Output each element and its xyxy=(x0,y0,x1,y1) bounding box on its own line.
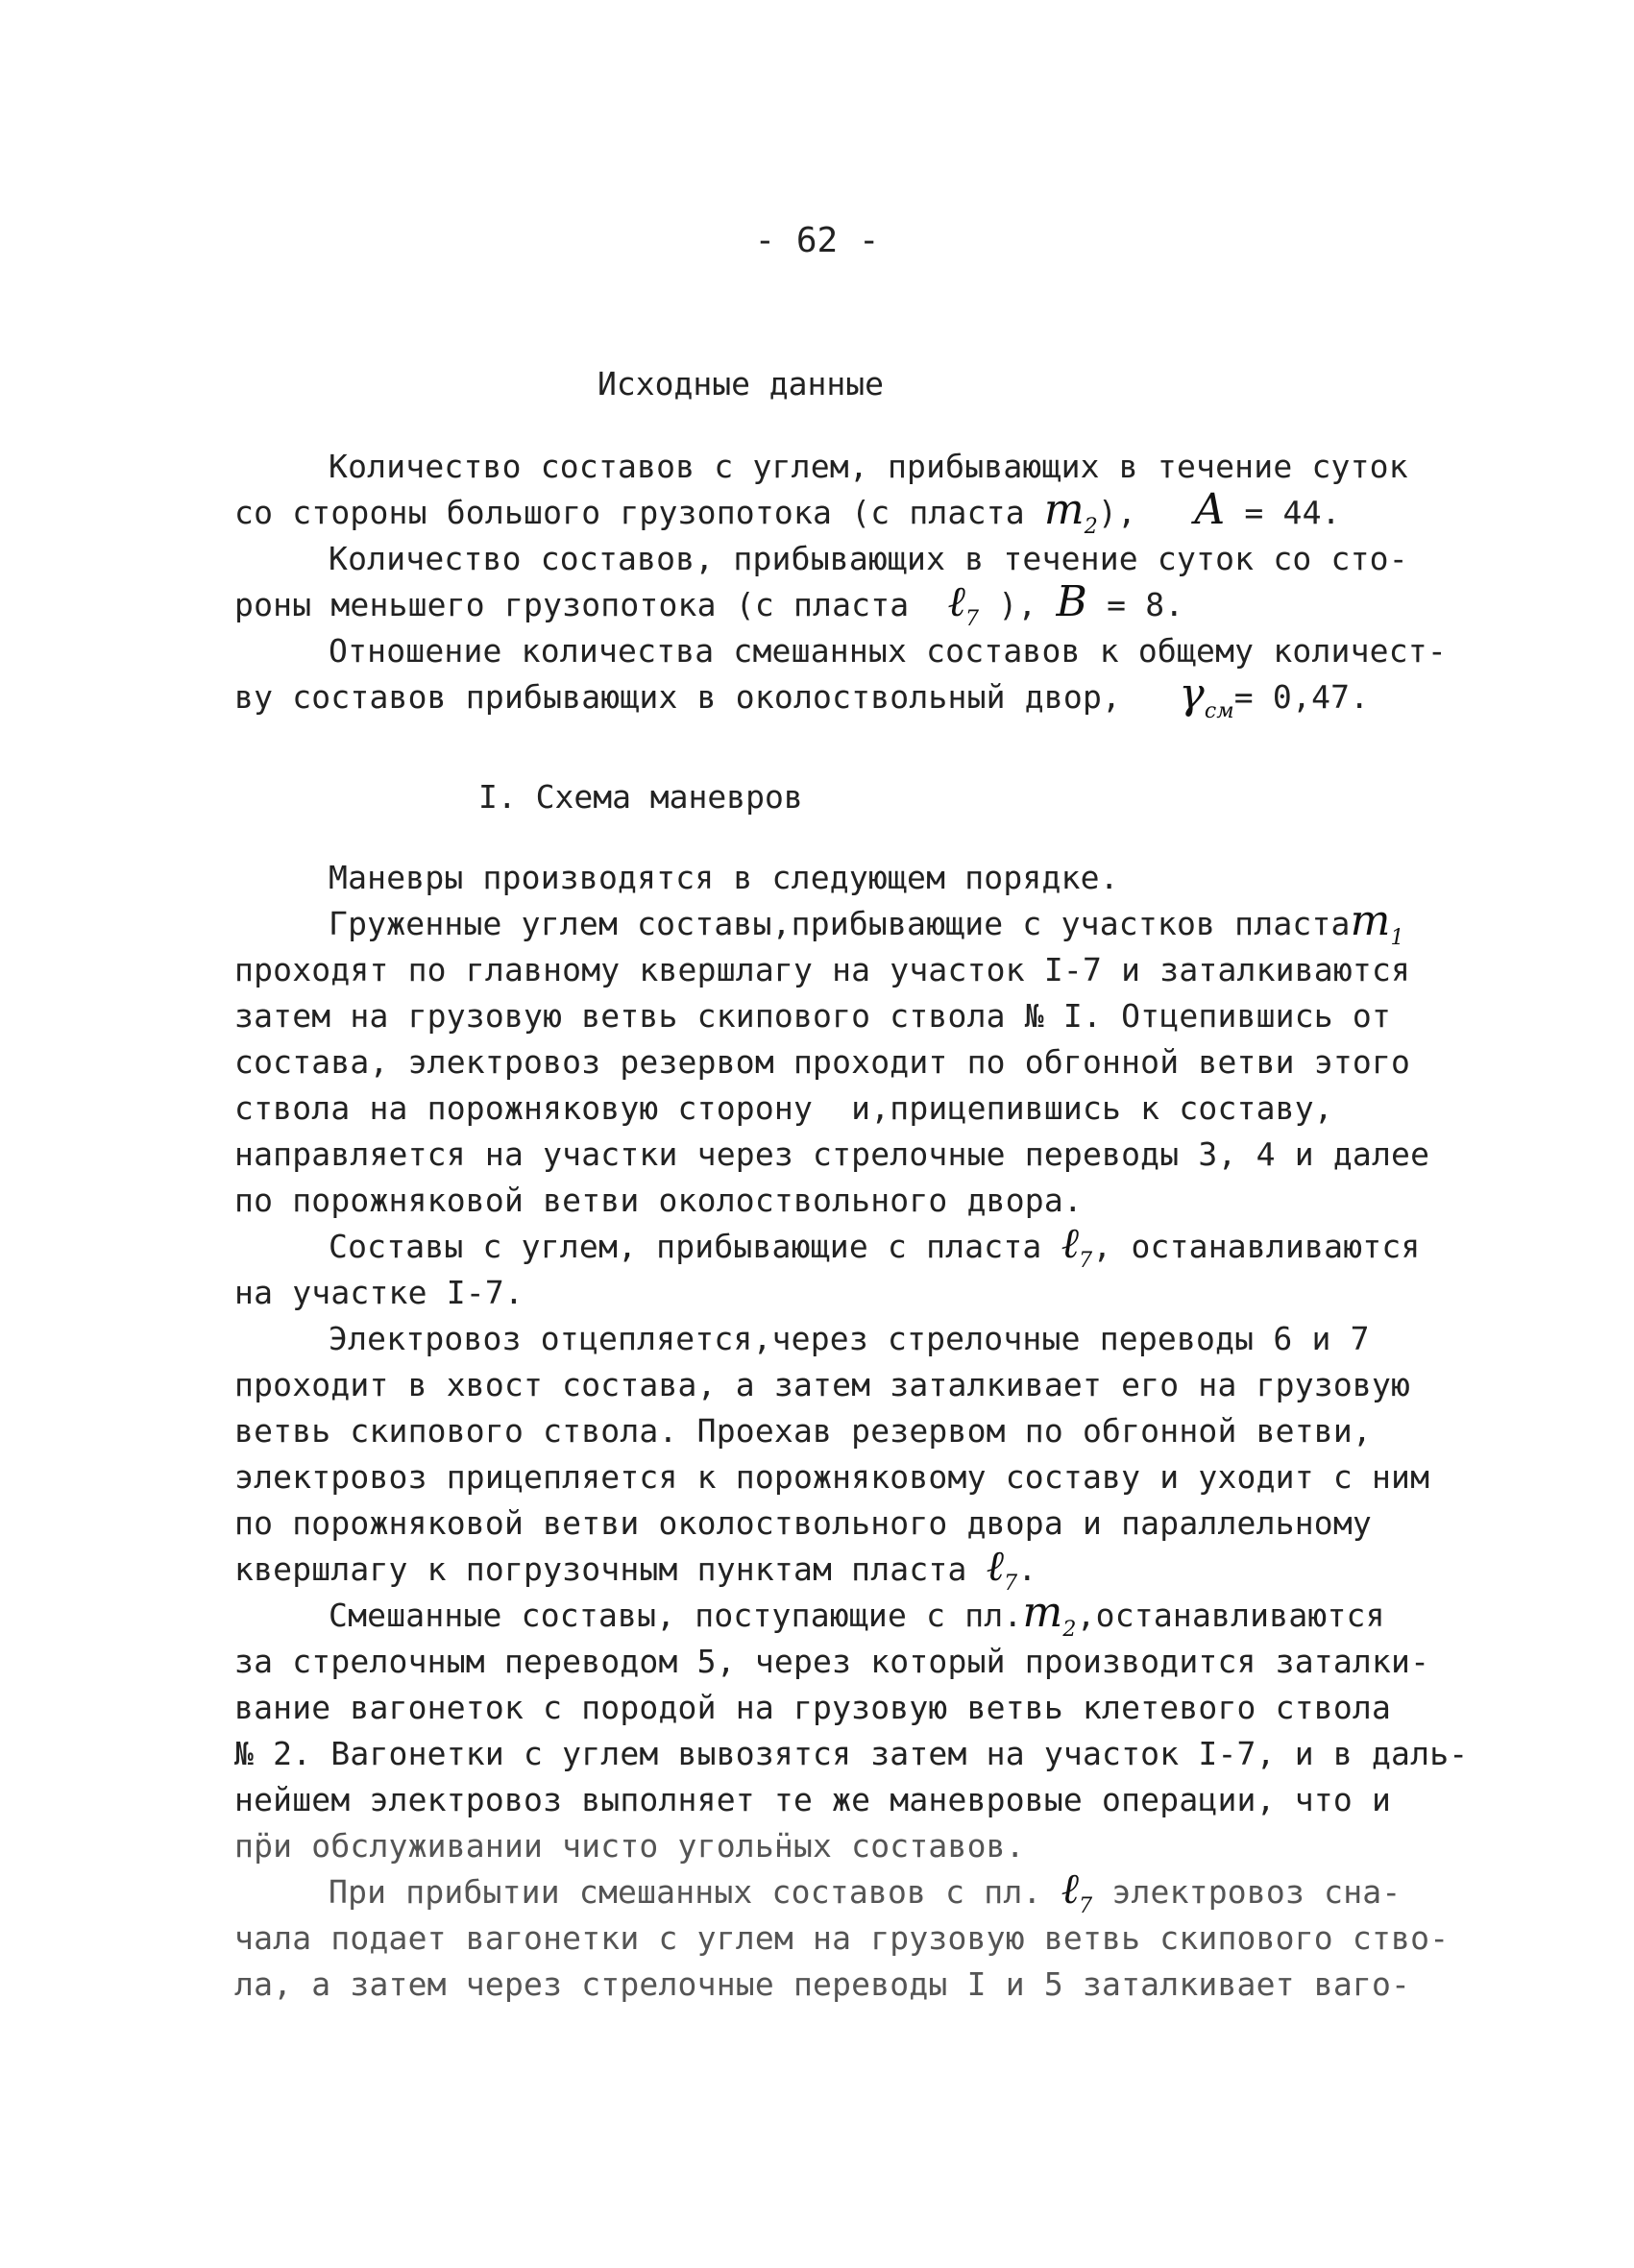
text-line: нейшем электровоз выполняет те же маневровые операции, что и xyxy=(234,1781,1392,1818)
heading-source-data: Исходные данные xyxy=(598,365,885,402)
symbol-subscript: 7 xyxy=(1079,1248,1093,1273)
text-line: состава, электровоз резервом проходит по обгонной ветви этого xyxy=(234,1043,1411,1081)
text-fragment: Смешанные составы, поступающие с пл. xyxy=(329,1597,1023,1634)
symbol: ℓ xyxy=(1061,1865,1080,1914)
text-fragment: Груженные углем составы,прибывающие с участков пласта xyxy=(329,905,1351,942)
text-line xyxy=(234,485,1464,539)
text-line: вание вагонеток с породой на грузовую ветвь клетевого ствола xyxy=(234,1689,1392,1726)
text-line: по порожняковой ветви околоствольного двора и параллельному xyxy=(234,1504,1372,1542)
text-line: направляется на участки через стрелочные переводы 3, 4 и далее xyxy=(234,1135,1430,1173)
symbol-subscript: 7 xyxy=(965,606,980,631)
text-fragment: ), xyxy=(1097,494,1195,531)
source-data-block xyxy=(234,444,1464,723)
text-fragment: При прибытии смешанных составов с пл. xyxy=(329,1873,1061,1911)
handwritten-symbol-gamma xyxy=(1179,670,1234,731)
text-line: проходит в хвост состава, а затем заталкивает его на грузовую xyxy=(234,1366,1411,1403)
symbol: ℓ xyxy=(947,577,966,626)
handwritten-symbol-b: B xyxy=(1056,577,1088,626)
text-line: чала подает вагонетки с углем на грузовую ветвь скипового ство- xyxy=(234,1919,1450,1957)
handwritten-symbol-a: A xyxy=(1194,485,1226,534)
text-line: ветвь скипового ствола. Проехав резервом по обгонной ветви, xyxy=(234,1412,1372,1450)
text-line: Маневры производятся в следующем порядке. xyxy=(329,859,1119,896)
handwritten-symbol-l7 xyxy=(1061,1219,1093,1280)
text-line: Электровоз отцепляется,через стрелочные переводы 6 и 7 xyxy=(329,1320,1370,1357)
text-fragment: ), xyxy=(979,586,1057,623)
text-line: затем на грузовую ветвь скипового ствола № I. Отцепившись от xyxy=(234,997,1392,1035)
symbol: m xyxy=(1350,896,1391,945)
text-fragment: = 0,47. xyxy=(1233,678,1370,716)
text-line: по порожняковой ветви околоствольного двора. xyxy=(234,1182,1083,1219)
text-line: пр̈и обслуживании чисто угольн̈ых составов. xyxy=(234,1827,1025,1865)
text-line: на участке I-7. xyxy=(234,1274,524,1311)
maneuver-scheme-block xyxy=(234,855,1469,2008)
text-line: № 2. Вагонетки с углем вывозятся затем на участок I-7, и в даль- xyxy=(234,1735,1469,1772)
text-fragment: ,останавливаются xyxy=(1076,1597,1385,1634)
symbol-subscript: 2 xyxy=(1084,514,1098,539)
text-line: электровоз прицепляется к порожняковому составу и уходит с ним xyxy=(234,1458,1430,1496)
text-line xyxy=(234,670,1464,723)
text-line xyxy=(234,577,1464,631)
symbol-subscript: 7 xyxy=(1079,1893,1093,1918)
text-fragment: Составы с углем, прибывающие с пласта xyxy=(329,1228,1061,1265)
text-fragment: со стороны большого грузопотока (с пласта xyxy=(234,494,1044,531)
text-fragment: = 44. xyxy=(1225,494,1341,531)
text-line: Отношение количества смешанных составов к общему количест- xyxy=(329,632,1447,670)
symbol: ℓ xyxy=(1061,1219,1080,1268)
text-line: Количество составов, прибывающих в течение суток со сто- xyxy=(329,540,1408,577)
text-line xyxy=(234,1865,1464,1918)
text-fragment: , останавливаются xyxy=(1092,1228,1421,1265)
heading-maneuver-scheme: I. Схема маневров xyxy=(478,778,803,816)
text-line xyxy=(234,896,1464,950)
symbol: m xyxy=(1043,485,1085,534)
text-line xyxy=(234,1542,1464,1596)
text-fragment: = 8. xyxy=(1087,586,1184,623)
symbol: γ xyxy=(1179,670,1205,719)
symbol-subscript: 2 xyxy=(1062,1617,1077,1642)
text-fragment: ву составов прибывающих в околоствольный двор, xyxy=(234,678,1180,716)
text-fragment: электровоз сна- xyxy=(1092,1873,1402,1911)
page-number: - 62 - xyxy=(754,221,880,260)
text-line: проходят по главному квершлагу на участок I-7 и заталкиваются xyxy=(234,951,1411,988)
text-fragment: квершлагу к погрузочным пунктам пласта xyxy=(234,1550,987,1588)
text-fragment: . xyxy=(1017,1550,1037,1588)
text-line: ла, а затем через стрелочные переводы I и 5 заталкивает ваго- xyxy=(234,1965,1411,2003)
text-line xyxy=(234,1588,1464,1642)
symbol-subscript: 1 xyxy=(1390,925,1404,950)
symbol: m xyxy=(1022,1588,1063,1637)
symbol: ℓ xyxy=(986,1542,1005,1591)
text-line: Количество составов с углем, прибывающих в течение суток xyxy=(329,448,1408,485)
text-fragment: роны меньшего грузопотока (с пласта xyxy=(234,586,948,623)
symbol-subscript: 7 xyxy=(1004,1571,1018,1596)
symbol-subscript: см xyxy=(1204,698,1234,723)
text-line: за стрелочным переводом 5, через который производится заталки- xyxy=(234,1643,1430,1680)
text-line: ствола на порожняковую сторону и,прицепившись к составу, xyxy=(234,1089,1333,1127)
text-line xyxy=(234,1219,1464,1273)
